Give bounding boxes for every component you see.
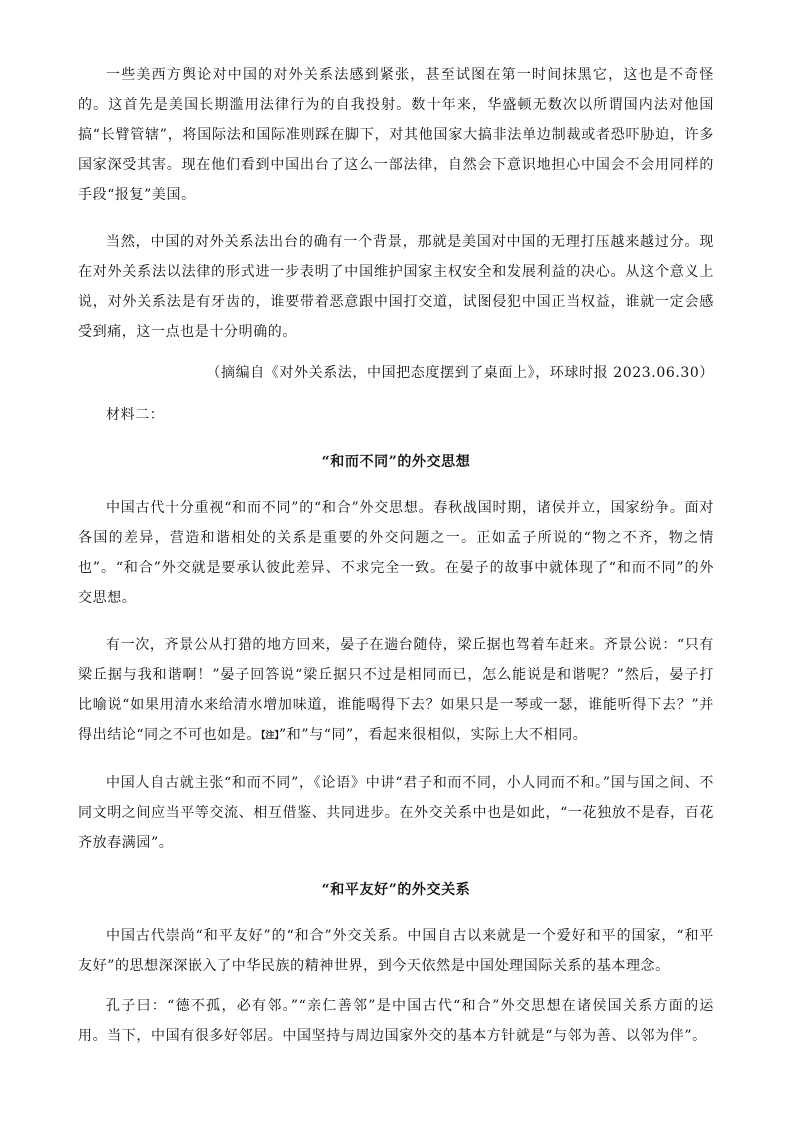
section-heading-harmony: “和而不同”的外交思想	[321, 454, 471, 470]
paragraph-4	[78, 630, 714, 751]
source-citation: （摘编自《对外关系法，中国把态度摆到了桌面上》，环球时报 2023.06.30）	[206, 365, 714, 381]
paragraph-4-ending: ”和”与“同”，看起来很相似，实际上大不相同。	[278, 727, 588, 743]
paragraph-2: 当然，中国的对外关系法出台的确有一个背景，那就是美国对中国的无理打压越来越过分。现在对外关系法以法律的形式进一步表明了中国维护国家主权安全和发展利益的决心。从这个意义上说，对外关系法是有牙齿的，谁要带着恶意跟中国打交道，试图侵犯中国正当权益，谁就一定会感受到痛，这一点也是十分明确的。	[78, 234, 714, 340]
paragraph-7: 孔子曰：“德不孤，必有邻。”“亲仁善邻”是中国古代“和合”外交思想在诸侯国关系方面的运用。当下，中国有很多好邻居。中国坚持与周边国家外交的基本方针就是“与邻为善、以邻为伴”。	[78, 998, 714, 1044]
paragraph-5: 中国人自古就主张“和而不同”，《论语》中讲“君子和而不同，小人同而不和。”国与国之间、不同文明之间应当平等交流、相互借鉴、共同进步。在外交关系中也是如此，“一花独放不是春，百花齐放春满园”。	[78, 775, 714, 851]
paragraph-6: 中国古代崇尚“和平友好”的“和合”外交关系。中国自古以来就是一个爱好和平的国家，“和平友好”的思想深深嵌入了中华民族的精神世界，到今天依然是中国处理国际关系的基本理念。	[78, 928, 714, 974]
paragraph-4-text: 有一次，齐景公从打猎的地方回来，晏子在遄台随侍，梁丘据也驾着车赶来。齐景公说：“只有梁丘据与我和谐啊！”晏子回答说“梁丘据只不过是相同而已，怎么能说是和谐呢？”然后，晏子打比喻说“如果用清水来给清水增加味道，谁能喝得下去？如果只是一琴或一瑟，谁能听得下去？”并得出结论“同之不可也如是。	[78, 637, 714, 743]
document-body	[78, 60, 714, 1068]
annotation-marker: 【注】	[260, 731, 279, 741]
paragraph-3: 中国古代十分重视“和而不同”的“和合”外交思想。春秋战国时期，诸侯并立，国家纷争。面对各国的差异，营造和谐相处的关系是重要的外交问题之一。正如孟子所说的“物之不齐，物之情也”。“和合”外交就是要承认彼此差异、不求完全一致。在晏子的故事中就体现了“和而不同”的外交思想。	[78, 500, 714, 606]
section-heading-peace: “和平友好”的外交关系	[321, 882, 471, 898]
paragraph-1: 一些美西方舆论对中国的对外关系法感到紧张，甚至试图在第一时间抹黑它，这也是不奇怪的。这首先是美国长期滥用法律行为的自我投射。数十年来，华盛顿无数次以所谓国内法对他国搞“长臂管辖”，将国际法和国际准则踩在脚下，对其他国家大搞非法单边制裁或者恐吓胁迫，许多国家深受其害。现在他们看到中国出台了这么一部法律，自然会下意识地担心中国会不会用同样的手段“报复”美国。	[78, 67, 714, 203]
material-two-label: 材料二：	[106, 407, 165, 423]
